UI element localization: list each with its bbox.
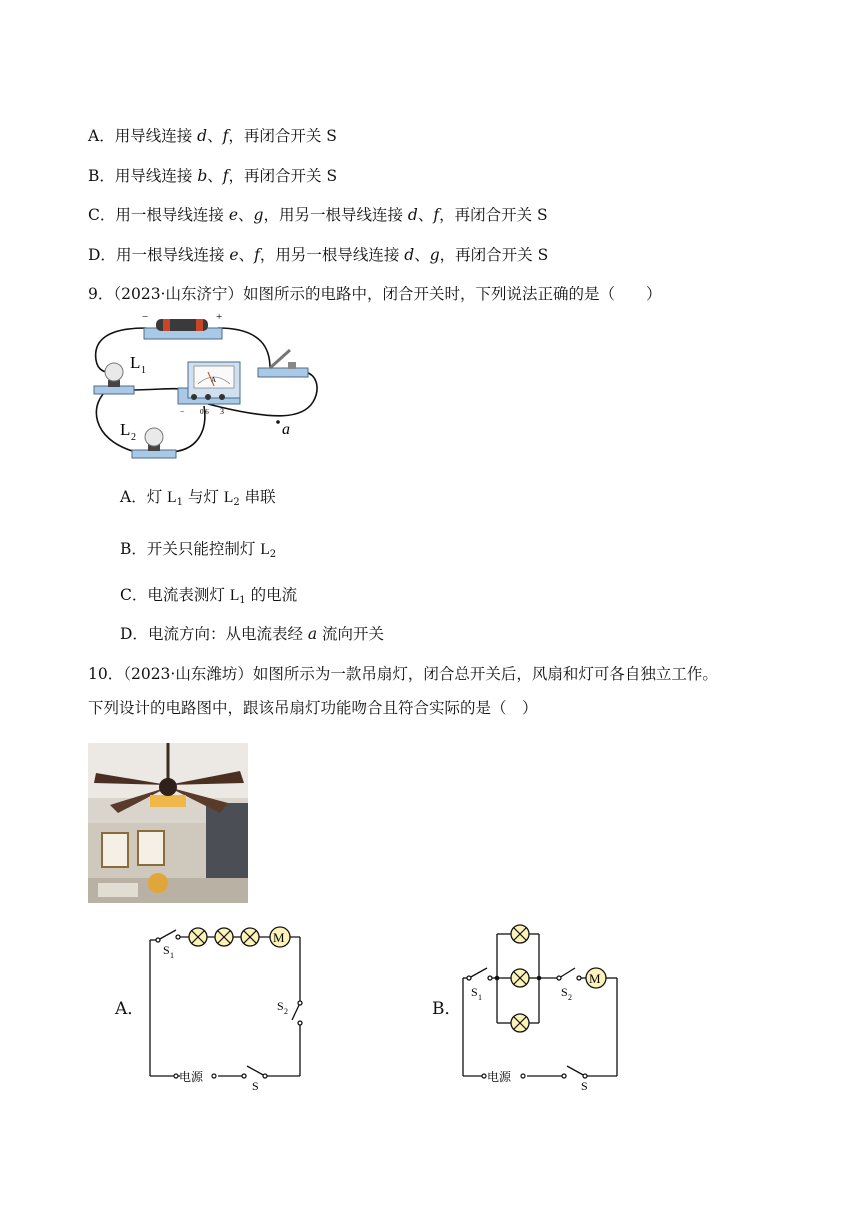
option-b-prev: B．用导线连接 b、f，再闭合开关 S	[88, 167, 338, 185]
svg-text:L: L	[130, 353, 141, 372]
svg-text:2: 2	[131, 432, 136, 443]
lamp-L2	[120, 420, 176, 458]
svg-text:+: +	[216, 311, 223, 323]
svg-text:2: 2	[284, 1007, 288, 1016]
svg-text:A: A	[211, 376, 217, 384]
lamp-middle	[511, 969, 529, 987]
svg-text:0.6: 0.6	[200, 408, 209, 416]
svg-text:3: 3	[220, 407, 224, 416]
ammeter	[178, 362, 240, 416]
circuit-diagram-a	[140, 918, 310, 1093]
svg-text:S: S	[163, 943, 170, 957]
question-9-stem: 9．（2023·山东济宁）如图所示的电路中，闭合开关时，下列说法正确的是（ ）	[88, 285, 662, 303]
svg-text:S: S	[471, 985, 478, 999]
power-source-label: 电源	[179, 1070, 204, 1084]
svg-text:L: L	[120, 420, 131, 439]
lamp-1	[189, 928, 207, 946]
motor	[270, 927, 290, 947]
circuit-photo-figure	[88, 310, 328, 470]
lamp-top	[511, 925, 529, 943]
circuit-diagram-b	[455, 918, 635, 1093]
q9-option-a: A．灯 $L_1$ 与灯 $L_2$ 串联	[120, 488, 276, 508]
svg-text:−: −	[142, 311, 149, 323]
question-10-stem-line1: 10．（2023·山东潍坊）如图所示为一款吊扇灯，闭合总开关后，风扇和灯可各自独立工作。	[88, 665, 718, 683]
question-10-stem-line2: 下列设计的电路图中，跟该吊扇灯功能吻合且符合实际的是（ ）	[88, 699, 538, 717]
point-a-label: a	[282, 421, 290, 438]
svg-text:−: −	[180, 407, 185, 416]
svg-text:2: 2	[568, 993, 572, 1002]
circuit-b-label: B．	[432, 999, 462, 1019]
svg-text:1: 1	[141, 365, 146, 376]
ceiling-fan-photo	[88, 743, 248, 903]
circuit-a-label: A．	[115, 999, 145, 1019]
svg-text:S: S	[277, 999, 284, 1013]
svg-text:M: M	[589, 971, 601, 986]
svg-text:1: 1	[478, 993, 482, 1002]
motor	[586, 968, 606, 988]
q9-option-b: B．开关只能控制灯 $L_2$	[120, 540, 277, 560]
svg-text:S: S	[561, 985, 568, 999]
q9-option-c: C．电流表测灯 $L_1$ 的电流	[120, 586, 298, 606]
power-source-label: 电源	[487, 1070, 512, 1084]
lamp-2	[215, 928, 233, 946]
q9-option-d: D．电流方向：从电流表经 a 流向开关	[120, 625, 385, 643]
option-c-prev: C．用一根导线连接 e、g，用另一根导线连接 d、f，再闭合开关 S	[88, 206, 548, 224]
option-a-prev: A．用导线连接 d、f，再闭合开关 S	[88, 127, 337, 145]
battery	[142, 311, 222, 339]
option-d-prev: D．用一根导线连接 e、f，用另一根导线连接 d、g，再闭合开关 S	[88, 246, 549, 264]
knife-switch	[258, 350, 308, 377]
svg-text:M: M	[273, 930, 285, 945]
svg-text:1: 1	[170, 951, 174, 960]
lamp-L1	[94, 353, 146, 394]
svg-text:S: S	[252, 1079, 259, 1093]
svg-text:S: S	[581, 1079, 588, 1093]
lamp-bottom	[511, 1014, 529, 1032]
lamp-3	[241, 928, 259, 946]
